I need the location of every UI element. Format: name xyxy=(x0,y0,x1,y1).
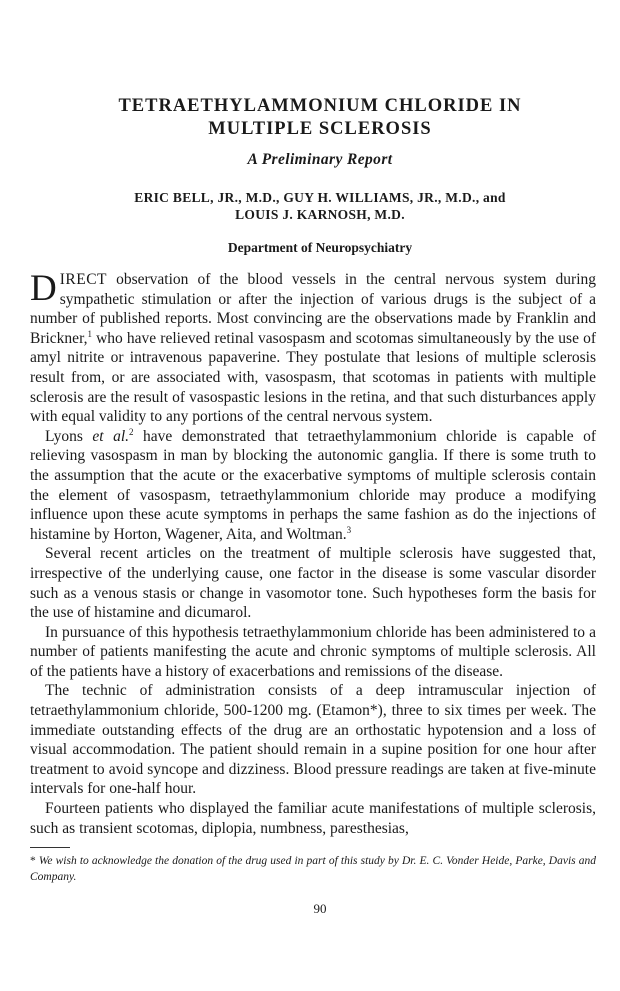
paragraph-2-text-a: Lyons xyxy=(45,427,93,445)
et-al-italic: et al. xyxy=(92,427,130,445)
paragraph-1-text-a: observation of the blood vessels in the central nervous system during sympathetic stimulation or after the injection of various drugs is the subject of a number of published reports. Most convincing are the observations made by Franklin and Brickner, xyxy=(30,271,596,347)
paragraph-1 xyxy=(30,270,596,427)
reference-marker-2: 2 xyxy=(129,426,134,437)
footnote xyxy=(30,853,596,885)
paragraph-1-text-b: who have relieved retinal vasospasm and scotomas simultaneously by the use of amyl nitrite or intravenous papaverine. They postulate that lesions of multiple sclerosis result from, or are associated with, vasospasm, that scotomas in patients with multiple sclerosis are the result of vasospastic lesions in the retina, and that such disturbances apply with equal validity to any portions of the central nervous system. xyxy=(30,329,596,426)
paragraph-2-text-b: have demonstrated that tetraethylammonium chloride is capable of relieving vasospasm in man by blocking the autonomic ganglia. If there is some truth to the assumption that the acute or the exacerbative symptoms of multiple sclerosis contain the element of vasospasm, tetraethylammonium chloride may produce a modifying influence upon these acute symptoms in perhaps the same fashion as do the injections of histamine by Horton, Wagener, Aita, and Woltman. xyxy=(30,427,596,543)
page-number: 90 xyxy=(313,901,327,916)
article-body xyxy=(30,270,596,838)
paragraph-5: The technic of administration consists of a deep intramuscular injection of tetraethylammonium chloride, 500-1200 mg. (Etamon*), three to six times per week. The immediate outstanding effects of the drug are an orthostatic hypotension and a loss of visual accommodation. The patient should remain in a supine position for one hour after treatment to avoid syncope and dizziness. Blood pressure readings are taken at five-minute intervals for one-half hour. xyxy=(30,682,596,798)
authors-line-1: ERIC BELL, JR., M.D., GUY H. WILLIAMS, JR., M.D., and xyxy=(134,190,506,205)
small-caps-opening: IRECT xyxy=(59,271,108,288)
article-subtitle: A Preliminary Report xyxy=(247,151,393,168)
paragraph-2 xyxy=(30,427,596,545)
reference-marker-1: 1 xyxy=(87,328,92,339)
paragraph-3: Several recent articles on the treatment of multiple sclerosis have suggested that, irrespective of the underlying cause, one factor in the disease is some vascular disorder such as a venous stasis or change in vasomotor tone. Such hypotheses form the basis for the use of histamine and dicumarol. xyxy=(30,545,596,622)
drop-cap: D xyxy=(30,268,57,309)
footnote-text: We wish to acknowledge the donation of the drug used in part of this study by Dr. E. C. Vonder Heide, Parke, Davis and Company. xyxy=(30,855,596,883)
article-title-line-2: MULTIPLE SCLEROSIS xyxy=(208,119,432,139)
footnote-divider xyxy=(30,847,70,848)
paragraph-6: Fourteen patients who displayed the familiar acute manifestations of multiple sclerosis, such as transient scotomas, diplopia, numbness, paresthesias, xyxy=(30,800,596,837)
department-affiliation: Department of Neuropsychiatry xyxy=(227,240,413,255)
article-title-line-1: TETRAETHYLAMMONIUM CHLORIDE IN xyxy=(118,96,522,116)
paragraph-4: In pursuance of this hypothesis tetraethylammonium chloride has been administered to a number of patients manifesting the acute and chronic symptoms of multiple sclerosis. All of the patients have a history of exacerbations and remissions of the disease. xyxy=(30,623,596,680)
reference-marker-3: 3 xyxy=(346,524,352,535)
footnote-marker: * xyxy=(30,855,36,867)
authors-line-2: LOUIS J. KARNOSH, M.D. xyxy=(235,207,405,222)
